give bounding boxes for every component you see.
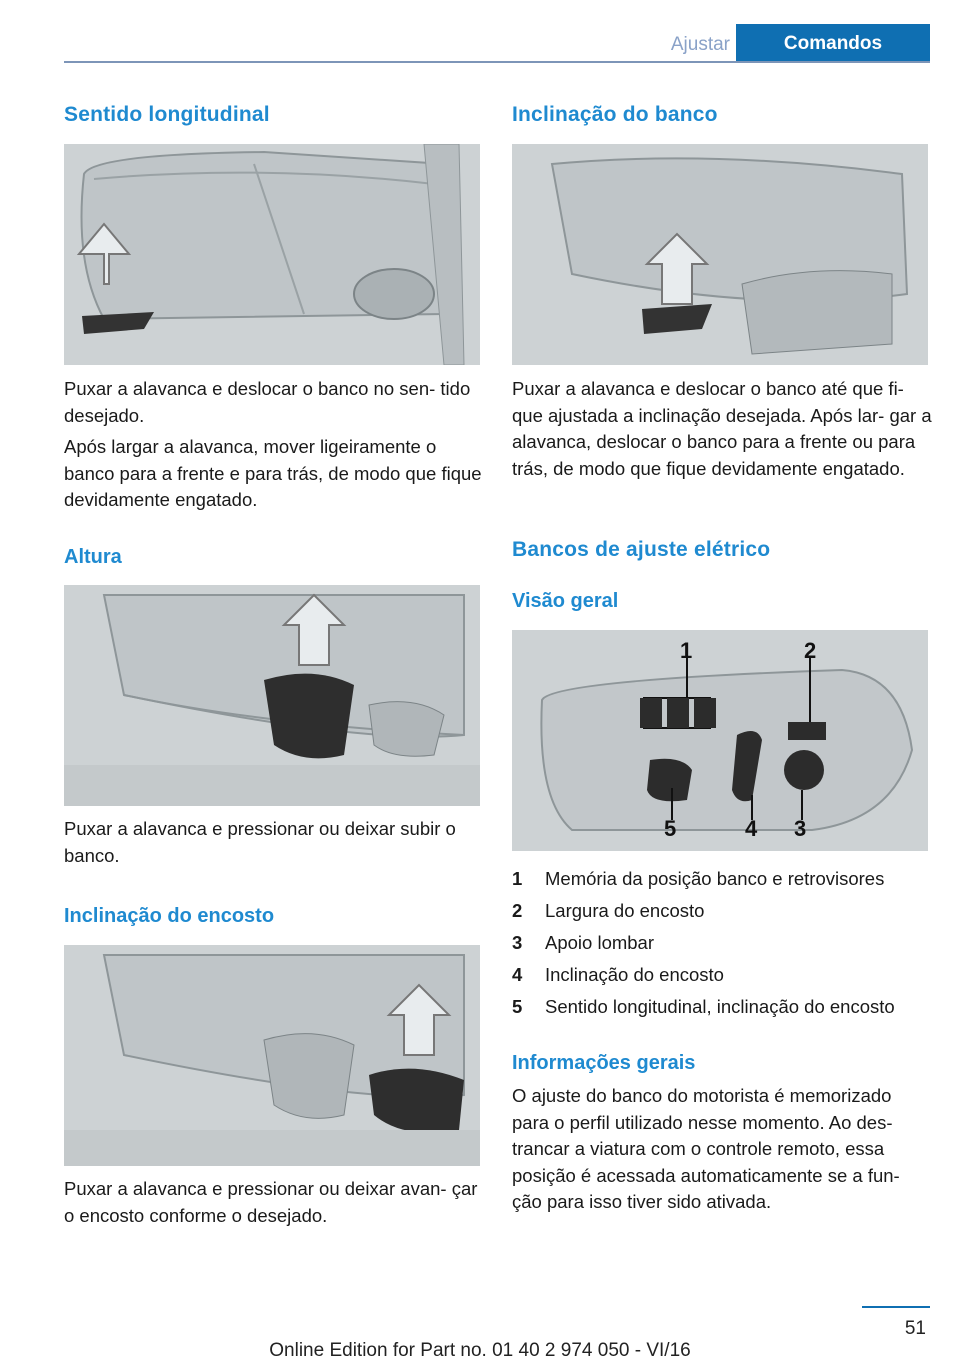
illustration-seat-controls bbox=[512, 630, 928, 851]
page-number: 51 bbox=[904, 1318, 926, 1339]
callout-1: 1 bbox=[680, 638, 693, 663]
controls-legend-list bbox=[512, 863, 932, 1023]
footer-rule bbox=[862, 1306, 930, 1308]
item-number: 3 bbox=[512, 932, 523, 953]
footer-edition: Online Edition for Part no. 01 40 2 974 050 - VI/16 bbox=[269, 1340, 691, 1361]
item-text: Apoio lombar bbox=[545, 932, 655, 953]
callout-4: 4 bbox=[745, 816, 758, 841]
heading-inclinacao-banco: Inclinação do banco bbox=[512, 103, 718, 126]
item-text: Memória da posição banco e retrovisores bbox=[545, 868, 885, 889]
text-longitudinal-2: Após largar a alavanca, mover ligeiramente o banco para a frente e para trás, de modo que fique devidamente engatado. bbox=[64, 436, 482, 510]
callout-3: 3 bbox=[794, 816, 807, 841]
item-number: 5 bbox=[512, 996, 523, 1017]
illustration-seat-tilt bbox=[512, 144, 928, 365]
callout-5: 5 bbox=[664, 816, 677, 841]
list-item bbox=[512, 959, 932, 991]
list-item bbox=[512, 927, 932, 959]
text-altura: Puxar a alavanca e pressionar ou deixar subir o banco. bbox=[64, 818, 456, 866]
heading-visao-geral: Visão geral bbox=[512, 590, 619, 612]
list-item bbox=[512, 991, 932, 1023]
text-informacoes-gerais: O ajuste do banco do motorista é memorizado para o perfil utilizado nesse momento. Ao des- trancar a viatura com o controle remoto, essa posição é acessada automaticamente se a fun- ção para isso tiver sido ativada. bbox=[512, 1085, 900, 1212]
callout-2: 2 bbox=[804, 638, 817, 663]
heading-bancos-ajuste-eletrico: Bancos de ajuste elétrico bbox=[512, 538, 771, 561]
header-chapter-tab: Comandos bbox=[736, 24, 930, 63]
item-number: 4 bbox=[512, 964, 523, 985]
heading-informacoes-gerais: Informações gerais bbox=[512, 1052, 696, 1074]
list-item bbox=[512, 895, 932, 927]
text-inclinacao-banco: Puxar a alavanca e deslocar o banco até que fi- que ajustada a inclinação desejada. Após lar- gar a alavanca, deslocar o banco para a frente ou para trás, de modo que fique devidamente engatado. bbox=[512, 378, 932, 479]
heading-inclinacao-encosto: Inclinação do encosto bbox=[64, 905, 275, 927]
heading-altura: Altura bbox=[64, 546, 122, 568]
item-text: Largura do encosto bbox=[545, 900, 705, 921]
item-text: Sentido longitudinal, inclinação do encosto bbox=[545, 996, 895, 1017]
header-rule bbox=[64, 61, 930, 63]
illustration-seat-height bbox=[64, 585, 480, 806]
item-number: 1 bbox=[512, 868, 523, 889]
text-inclinacao-encosto: Puxar a alavanca e pressionar ou deixar avan- çar o encosto conforme o desejado. bbox=[64, 1178, 478, 1226]
item-number: 2 bbox=[512, 900, 523, 921]
illustration-seat-longitudinal bbox=[64, 144, 480, 365]
heading-sentido-longitudinal: Sentido longitudinal bbox=[64, 103, 270, 126]
item-text: Inclinação do encosto bbox=[545, 964, 724, 985]
list-item bbox=[512, 863, 932, 895]
illustration-backrest-tilt bbox=[64, 945, 480, 1166]
header-section-label: Ajustar bbox=[670, 34, 730, 55]
text-longitudinal-1: Puxar a alavanca e deslocar o banco no sen- tido desejado. bbox=[64, 378, 471, 426]
